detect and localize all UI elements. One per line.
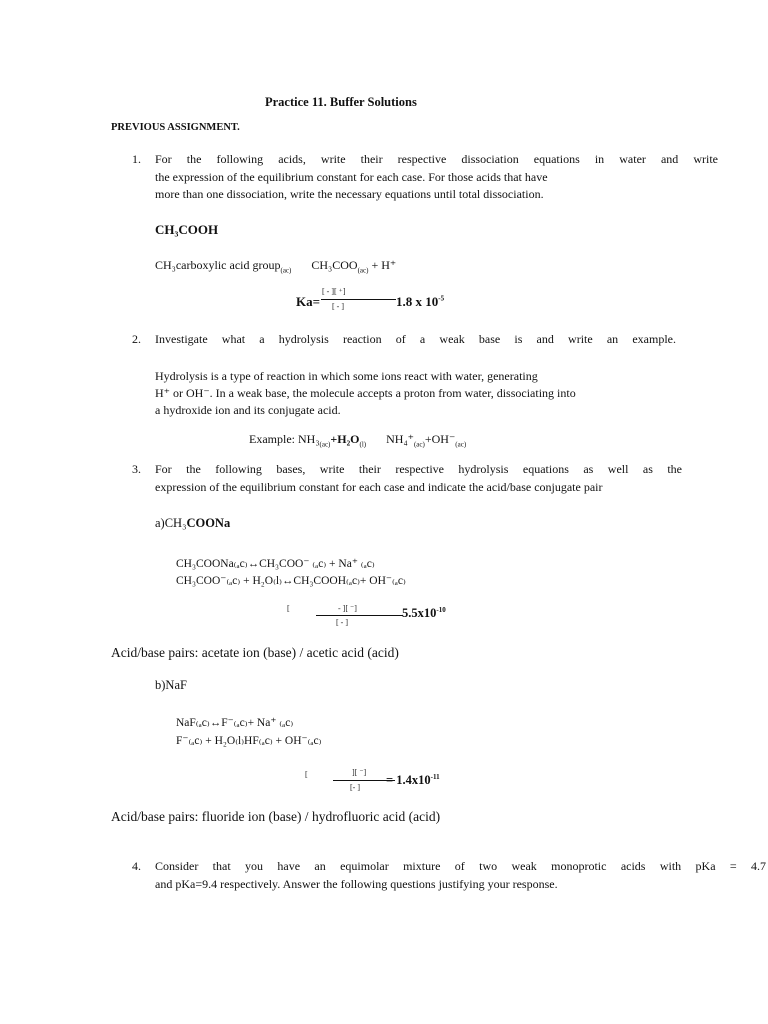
question-number: 4. <box>132 859 141 873</box>
fraction-bar <box>316 615 403 616</box>
question-number: 3. <box>132 462 141 476</box>
question-3-text <box>155 461 682 496</box>
state-label: (ac) <box>319 440 331 449</box>
section-heading: PREVIOUS ASSIGNMENT. <box>111 122 240 133</box>
k-exponent: -10 <box>436 605 446 614</box>
k-numerator: ][ ⁻] <box>352 768 367 777</box>
state-label: (ac) <box>413 440 425 449</box>
answer-line: H⁺ or OH⁻. In a weak base, the molecule accepts a proton from water, dissociating into <box>155 386 576 400</box>
product: + H⁺ <box>371 258 397 272</box>
equation-line: NaF₍ₐc₎↔F⁻₍ₐc₎+ Na⁺ ₍ₐc₎ <box>176 717 294 729</box>
k-mantissa: = 1.4x10 <box>386 773 431 787</box>
reactant: +H₂O <box>330 432 360 446</box>
compound-label: CH₃COOH <box>155 222 219 237</box>
acid-base-pairs-b: Acid/base pairs: fluoride ion (base) / hydrofluoric acid (acid) <box>111 809 441 824</box>
k-mantissa: 5.5x10 <box>402 606 437 620</box>
k-exponent: -11 <box>430 772 440 781</box>
hydrolysis-equations-b <box>176 714 321 750</box>
subquestion-prefix: a)CH₃ <box>155 516 187 530</box>
k-denominator: [‑ ] <box>350 783 360 792</box>
equation-line: F⁻₍ₐc₎ + H₂O₍l₎HF₍ₐc₎ + OH⁻₍ₐc₎ <box>176 735 322 747</box>
ka-exponent: -5 <box>438 294 445 303</box>
question-1-line: the expression of the equilibrium constant for each case. For those acids that have <box>155 169 548 184</box>
acid-base-pairs-a: Acid/base pairs: acetate ion (base) / acetic acid (acid) <box>111 645 399 660</box>
question-1-line: For the following acids, write their respective dissociation equations in water and write <box>155 152 718 166</box>
reactant: Example: NH₃ <box>249 432 320 446</box>
question-4-line: Consider that you have an equimolar mixture of two weak monoprotic acids with pKa = 4.7 <box>155 859 766 873</box>
question-number: 1. <box>132 152 141 166</box>
question-1-line: more than one dissociation, write the necessary equations until total dissociation. <box>155 187 544 201</box>
product: NH₄⁺ <box>386 432 414 446</box>
question-4-line: and pKa=9.4 respectively. Answer the following questions justifying your response. <box>155 876 558 891</box>
state-label: (ac) <box>280 266 292 275</box>
page-title: Practice 11. Buffer Solutions <box>265 95 417 109</box>
product: CH₃COO <box>311 258 358 272</box>
question-number: 2. <box>132 332 141 346</box>
bracket-mark: [ <box>287 604 290 613</box>
ka-denominator: [ ‑ ] <box>332 302 344 311</box>
question-2-text <box>155 331 676 349</box>
state-label: (l) <box>359 440 367 449</box>
example-equation <box>249 432 466 447</box>
k-value-b <box>386 773 440 788</box>
question-1-text <box>155 151 718 204</box>
question-3-line: For the following bases, write their respective hydrolysis equations as well as the <box>155 462 682 476</box>
subquestion-a-label <box>155 516 230 531</box>
state-label: (ac) <box>357 266 369 275</box>
ka-value <box>396 294 444 310</box>
k-numerator: ‑ ][ ⁻] <box>338 604 357 613</box>
ka-numerator: [ ‑ ][ ⁺] <box>322 287 346 296</box>
bracket-mark: [ <box>305 770 308 779</box>
ka-label: Ka= <box>296 294 321 309</box>
question-4-text <box>155 858 766 893</box>
answer-line: a hydroxide ion and its conjugate acid. <box>155 403 341 417</box>
dissociation-equation <box>155 258 396 273</box>
k-value-a <box>402 606 446 621</box>
k-denominator: [ ‑ ] <box>336 618 348 627</box>
equation-line: CH₃COONa₍ₐc₎↔CH₃COO⁻ ₍ₐc₎ + Na⁺ ₍ₐc₎ <box>176 558 375 570</box>
answer-line: Hydrolysis is a type of reaction in which some ions react with water, generating <box>155 369 538 383</box>
subquestion-compound: COONa <box>186 516 231 530</box>
question-2-line: Investigate what a hydrolysis reaction of a weak base is and write an example. <box>155 332 676 346</box>
ka-mantissa: 1.8 x 10 <box>396 294 439 309</box>
answer-paragraph <box>155 368 576 419</box>
product: +OH⁻ <box>424 432 456 446</box>
reactant: CH₃carboxylic acid group <box>155 258 281 272</box>
state-label: (ac) <box>455 440 467 449</box>
subquestion-b-label: b)NaF <box>155 678 187 692</box>
fraction-bar <box>321 299 396 300</box>
hydrolysis-equations-a <box>176 556 406 590</box>
question-3-line: expression of the equilibrium constant for each case and indicate the acid/base conjugate pair <box>155 479 603 494</box>
equation-line: CH₃COO⁻₍ₐc₎ + H₂O₍l₎↔CH₃COOH₍ₐc₎+ OH⁻₍ₐc₎ <box>176 575 406 587</box>
